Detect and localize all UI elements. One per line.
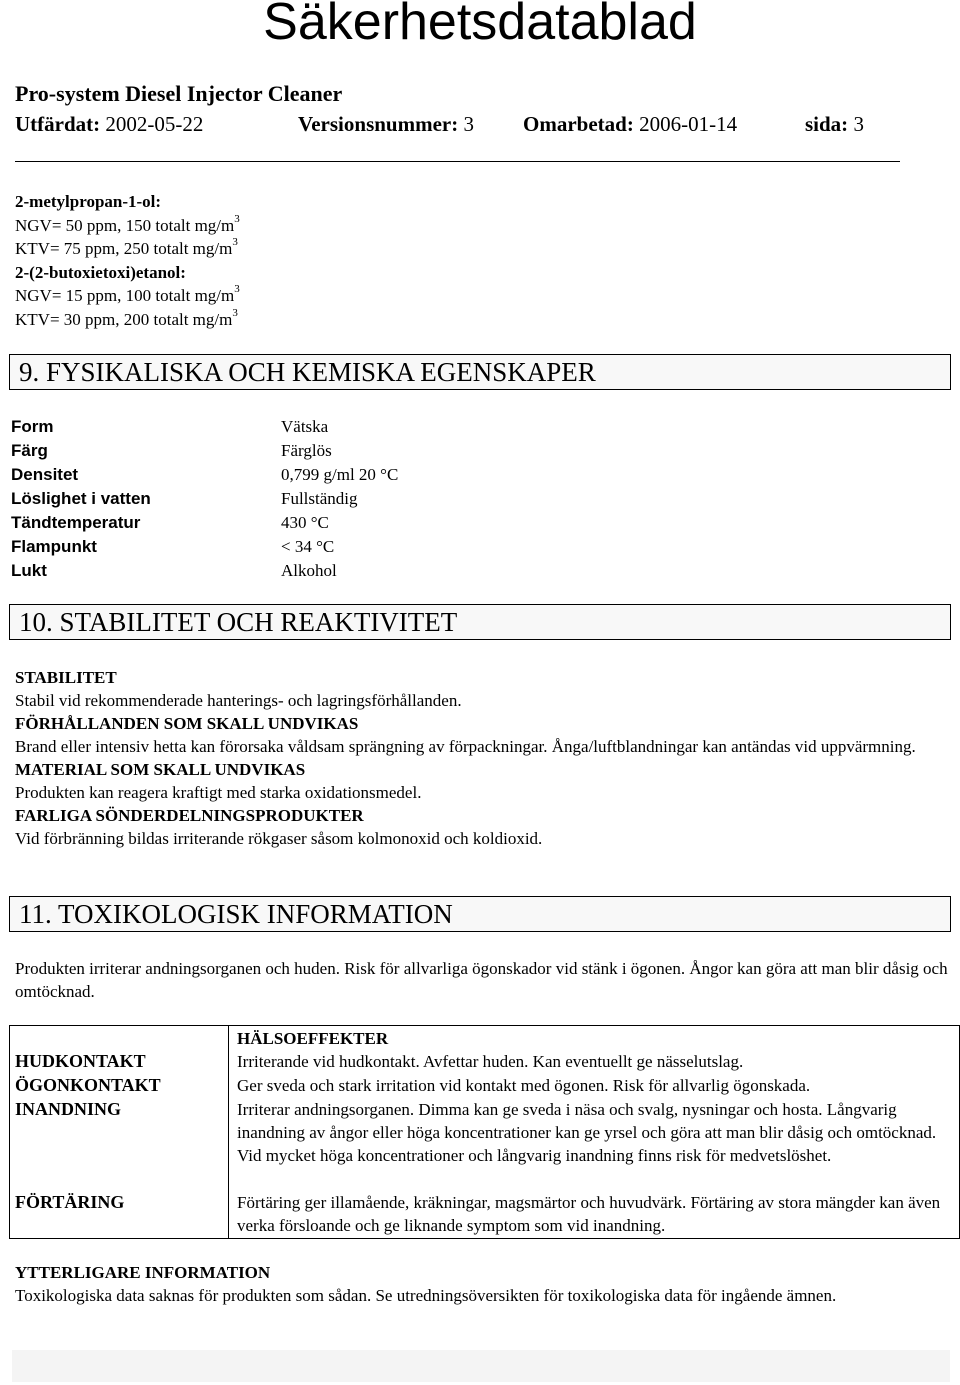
property-label: Lukt	[11, 561, 47, 580]
paragraph: Vid förbränning bildas irriterande rökgaser såsom kolmonoxid och koldioxid.	[15, 829, 543, 848]
paragraph: Stabil vid rekommenderade hanterings- och lagringsförhållanden.	[15, 691, 462, 710]
exposure-limits	[15, 190, 240, 331]
table-divider	[228, 1026, 229, 1238]
section-11-heading	[9, 896, 951, 932]
property-row	[11, 415, 611, 439]
property-row	[11, 463, 611, 487]
subheading: YTTERLIGARE INFORMATION	[15, 1263, 271, 1282]
property-label: Färg	[11, 441, 48, 460]
section-9-heading	[9, 354, 951, 390]
health-effect-text: Ger sveda och stark irritation vid kontakt med ögonen. Risk för allvarlig ögonskada.	[237, 1076, 811, 1095]
limit-line: NGV= 15 ppm, 100 totalt $mg/m^3$	[15, 283, 240, 305]
exposure-route-label: FÖRTÄRING	[15, 1192, 125, 1212]
health-effects-table	[9, 1025, 960, 1239]
toxicology-intro: Produkten irriterar andningsorganen och huden. Risk för allvarliga ögonskador vid stänk i ögonen. Ångor kan göra att man blir dåsig och omtöcknad.	[15, 959, 948, 1001]
property-row	[11, 439, 611, 463]
subheading: MATERIAL SOM SKALL UNDVIKAS	[15, 760, 306, 779]
revised-label: Omarbetad:	[523, 112, 634, 136]
exposure-route-label: INANDNING	[15, 1099, 122, 1119]
version-value: 3	[463, 112, 474, 136]
issued-value: 2002-05-22	[105, 112, 204, 136]
version-label: Versionsnummer:	[298, 112, 459, 136]
footer-strip	[12, 1350, 950, 1382]
property-value: Färglös	[281, 441, 332, 460]
exposure-route-label: HUDKONTAKT	[15, 1051, 146, 1071]
issued-field	[15, 110, 203, 138]
paragraph: Toxikologiska data saknas för produkten som sådan. Se utredningsöversikten för toxikologiska data för ingående ämnen.	[15, 1286, 837, 1305]
section-heading-text: 10. STABILITET OCH REAKTIVITET	[19, 607, 458, 637]
further-information	[15, 1261, 950, 1307]
product-name: Pro-system Diesel Injector Cleaner	[15, 81, 343, 106]
property-row	[11, 511, 611, 535]
exposure-route-label: ÖGONKONTAKT	[15, 1075, 161, 1095]
property-value: Vätska	[281, 417, 329, 436]
property-row	[11, 487, 611, 511]
property-value: Alkohol	[281, 561, 337, 580]
substance-name: 2-(2-butoxietoxi)etanol:	[15, 262, 186, 282]
property-value: < 34 °C	[281, 537, 335, 556]
section-heading-text: 11. TOXIKOLOGISK INFORMATION	[19, 899, 453, 929]
property-label: Flampunkt	[11, 537, 97, 556]
subheading: STABILITET	[15, 668, 117, 687]
health-effect-text: Förtäring ger illamående, kräkningar, magsmärtor och huvudvärk. Förtäring av stora mängder kan även verka försloande och ge liknande symptom som vid inandning.	[237, 1193, 941, 1235]
revised-value: 2006-01-14	[639, 112, 738, 136]
section-heading-text: 9. FYSIKALISKA OCH KEMISKA EGENSKAPER	[19, 357, 596, 387]
subheading: FARLIGA SÖNDERDELNINGSPRODUKTER	[15, 806, 364, 825]
property-label: Form	[11, 417, 54, 436]
limit-line: NGV= 50 ppm, 150 totalt $mg/m^3$	[15, 212, 240, 235]
document-meta-line	[15, 110, 885, 138]
page-label: sida:	[805, 112, 849, 136]
health-effect-text: Irriterar andningsorganen. Dimma kan ge sveda i näsa och svalg, nysningar och hosta. Långvarig inandning av ångor eller höga koncentrationer kan ge yrsel och göra att man blir dåsig och omtöcknad. Vid mycket höga koncentrationer och långvarig inandning finns risk för medvetslöshet.	[237, 1100, 937, 1165]
paragraph: Produkten kan reagera kraftigt med starka oxidationsmedel.	[15, 783, 422, 802]
substance-name: 2-metylpropan-1-ol:	[15, 192, 162, 211]
health-effect-text: Irriterande vid hudkontakt. Avfettar huden. Kan eventuellt ge nässelutslag.	[237, 1052, 744, 1071]
paragraph: Brand eller intensiv hetta kan förorsaka våldsam sprängning av förpackningar. Ånga/luftblandningar kan antändas vid uppvärmning.	[15, 737, 916, 756]
property-value: 0,799 g/ml 20 °C	[281, 465, 399, 484]
stability-section	[15, 666, 950, 850]
section-10-heading	[9, 604, 951, 640]
limit-line: KTV= 75 ppm, 250 totalt $mg/m^3$	[15, 236, 238, 258]
property-value: 430 °C	[281, 513, 329, 532]
document-title: Säkerhetsdatablad	[263, 0, 697, 51]
limit-line: KTV= 30 ppm, 200 totalt $mg/m^3$	[15, 306, 238, 329]
header-divider	[15, 161, 900, 162]
property-label: Tändtemperatur	[11, 513, 141, 532]
property-row	[11, 535, 611, 559]
page-field	[805, 110, 864, 138]
page-value: 3	[853, 112, 864, 136]
table-header: HÄLSOEFFEKTER	[237, 1029, 389, 1048]
issued-label: Utfärdat:	[15, 112, 101, 136]
property-label: Löslighet i vatten	[11, 489, 151, 508]
revised-field	[523, 110, 737, 138]
version-field	[298, 110, 474, 138]
property-row	[11, 559, 611, 583]
properties-list	[11, 415, 611, 583]
property-value: Fullständig	[281, 489, 358, 508]
property-label: Densitet	[11, 465, 79, 484]
subheading: FÖRHÅLLANDEN SOM SKALL UNDVIKAS	[15, 714, 359, 733]
